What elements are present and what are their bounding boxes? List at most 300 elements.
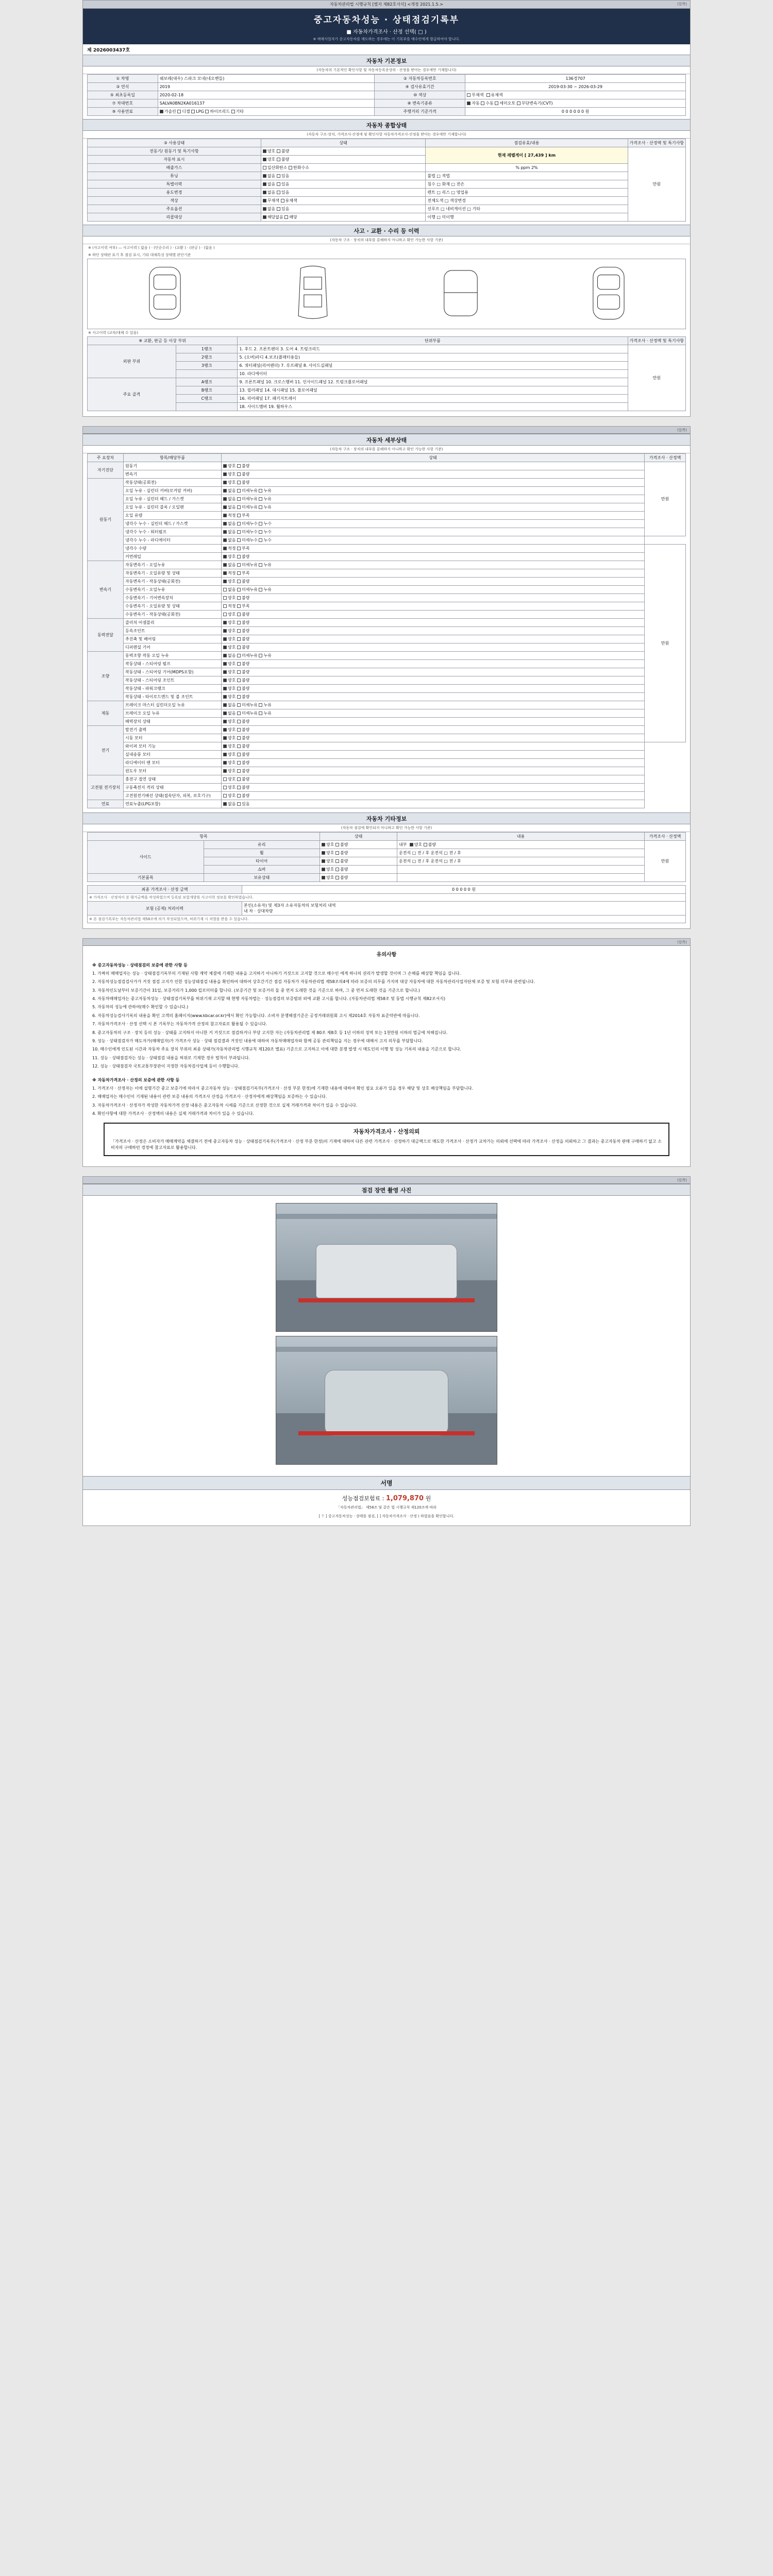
- checkbox-bad[interactable]: 불량: [237, 629, 249, 633]
- page-subtitle: ■ 자동차가격조사 · 산정 선택( □ ): [346, 29, 427, 35]
- checkbox-none[interactable]: 없음: [223, 587, 236, 592]
- checkbox-bad[interactable]: 불량: [237, 596, 249, 600]
- section-detail-subtitle: (자동차 구조 · 장치의 내부를 분해하지 아니하고 확인 가능한 사항 기준): [83, 446, 690, 453]
- table-row: [88, 180, 686, 189]
- checkbox-inner-good[interactable]: 양호: [410, 842, 422, 847]
- table-row: [88, 652, 686, 660]
- checkbox-bad[interactable]: 불량: [237, 637, 249, 641]
- etc-detail-glass: [397, 841, 645, 849]
- item-state: [222, 693, 645, 701]
- checkbox-leak[interactable]: 누유: [259, 505, 271, 510]
- item-label: 클러치 어셈블리: [124, 619, 222, 627]
- checkbox-low[interactable]: 부족: [237, 513, 249, 518]
- checkbox-good[interactable]: 양호: [322, 867, 334, 872]
- item-state: [222, 602, 645, 611]
- parts-list-1: 1. 후드 2. 프론트펜더 3. 도어 4. 트렁크리드: [238, 345, 628, 353]
- group-fuel: 연료: [88, 800, 124, 808]
- item-label: 냉각수 누수 - 워터펌프: [124, 528, 222, 536]
- col-etc-detail: 내용: [397, 833, 645, 841]
- table-row: [88, 775, 686, 784]
- checkbox-fuel-gasoline[interactable]: 가솔린: [160, 109, 176, 114]
- checkbox-bad[interactable]: 불량: [237, 793, 249, 798]
- table-row: [88, 784, 686, 792]
- label-mileage-price: 주행거리 기준가격: [375, 108, 465, 116]
- parts-price-cell: 만원: [628, 345, 685, 411]
- checkbox-tuning-none[interactable]: 없음: [263, 174, 275, 178]
- car-view-right: [586, 262, 631, 326]
- checkbox-bad[interactable]: 불량: [237, 645, 249, 650]
- checkbox-bad[interactable]: 불량: [335, 867, 348, 872]
- car-view-left: [143, 262, 187, 326]
- row-detail-options: 선루프 □ 네비게이션 □ 기타: [426, 205, 628, 213]
- checkbox-tuning-yes[interactable]: 있음: [277, 174, 289, 178]
- checkbox-bad[interactable]: 불량: [335, 859, 348, 863]
- item-label: 시동 모터: [124, 734, 222, 742]
- checkbox-slight[interactable]: 미세누유: [237, 587, 258, 592]
- etc-item-wheel: 휠: [204, 849, 320, 857]
- checkbox-good[interactable]: 양호: [223, 612, 236, 617]
- checkbox-none[interactable]: 없음: [223, 488, 236, 493]
- checkbox-good[interactable]: 양호: [223, 686, 236, 691]
- item-state: [222, 528, 645, 536]
- detail-state-table: [87, 453, 686, 808]
- checkbox-inner-bad[interactable]: 불량: [424, 842, 436, 847]
- table-row: [88, 164, 686, 172]
- checkbox-bad[interactable]: 불량: [237, 694, 249, 699]
- checkbox-good[interactable]: 양호: [223, 793, 236, 798]
- basic-info-table: [87, 74, 686, 116]
- row-detail-recall: 이행 □ 미이행: [426, 213, 628, 222]
- checkbox-good[interactable]: 양호: [223, 662, 236, 666]
- col-parts-price: 가격조사 · 산정액 및 특기사항: [628, 337, 685, 345]
- value-first-registration: 2020-02-18: [158, 91, 375, 99]
- checkbox-slight[interactable]: 미세누유: [237, 505, 258, 510]
- overall-state-table: [87, 139, 686, 222]
- item-state: [222, 635, 645, 643]
- item-label: 구동축전지 격리 상태: [124, 784, 222, 792]
- page-corner-note-4: (앞쪽): [677, 1178, 687, 1183]
- parts-list-4: 10. 라디에이터: [238, 370, 628, 378]
- total-price-note: ※ 가격조사 · 산정자이 본 평가금액을 작성하였으며 등록된 보험개발원 사고이력 정보를 확인하였습니다.: [88, 894, 686, 902]
- checkbox-usechange-none[interactable]: 없음: [263, 190, 275, 195]
- checkbox-slight[interactable]: 미세누유: [237, 488, 258, 493]
- form-topbar-2: [83, 427, 690, 434]
- checkbox-bad[interactable]: 불량: [237, 736, 249, 740]
- table-row: [88, 751, 686, 759]
- col-state: 상태: [261, 139, 426, 147]
- checkbox-bad[interactable]: 불량: [237, 464, 249, 468]
- checkbox-good[interactable]: 양호: [223, 596, 236, 600]
- checkbox-good[interactable]: 양호: [223, 727, 236, 732]
- checkbox-good[interactable]: 양호: [223, 769, 236, 773]
- checkbox-slight[interactable]: 미세누수: [237, 538, 258, 543]
- checkbox-special-yes[interactable]: 있음: [277, 182, 289, 187]
- checkbox-bad[interactable]: 불량: [237, 670, 249, 674]
- table-row: [88, 545, 686, 553]
- checkbox-none[interactable]: 없음: [223, 703, 236, 707]
- table-row: [88, 718, 686, 726]
- value-insurance-history: [242, 902, 686, 916]
- etc-state-wheel: [320, 849, 397, 857]
- item-state: [222, 619, 645, 627]
- table-row: [88, 378, 686, 386]
- item-label: 와이퍼 모터 기능: [124, 742, 222, 751]
- table-row: [88, 874, 686, 882]
- parts-rank-1: 1랭크: [176, 345, 238, 353]
- row-label-carmark: 자동차 표시: [88, 156, 261, 164]
- total-price-table: [87, 885, 686, 923]
- etc-detail-basic: [397, 874, 645, 882]
- col-parts-detail: 단위부품: [238, 337, 628, 345]
- row-state-usechange: [261, 189, 426, 197]
- checkbox-good[interactable]: 양호: [223, 480, 236, 485]
- checkbox-leak[interactable]: 누수: [259, 538, 271, 543]
- table-row: [88, 108, 686, 116]
- checkbox-low[interactable]: 부족: [237, 546, 249, 551]
- notice-item: 5. 자동차의 성능에 관하여(매수 확인할 수 있습니다.): [92, 1005, 189, 1010]
- checkbox-good[interactable]: 양호: [223, 645, 236, 650]
- checkbox-gear-manual[interactable]: 수동: [481, 101, 493, 106]
- item-state: [222, 561, 645, 569]
- item-state: [222, 545, 645, 553]
- checkbox-bad[interactable]: 불량: [335, 875, 348, 880]
- value-fuel: [158, 108, 375, 116]
- checkbox-fuel-hybrid[interactable]: 하이브리드: [205, 109, 230, 114]
- col-etc-price: 가격조사 · 산정액: [645, 833, 686, 841]
- row-detail-tuning: 불법 □ 적법: [426, 172, 628, 180]
- section-overall-subtitle: (자동차 구조·장치, 가격조사·산정에 및 확인사항 자동차가격조사·산정을 받아는 경우에만 기재합니다): [83, 131, 690, 139]
- etc-item-shock: 쇼바: [204, 866, 320, 874]
- checkbox-gear-cvt[interactable]: 무단변속기(CVT): [517, 101, 553, 106]
- checkbox-emission-hc[interactable]: 탄화수소: [289, 165, 309, 170]
- checkbox-good[interactable]: 양호: [223, 579, 236, 584]
- checkbox-bad[interactable]: 불량: [237, 678, 249, 683]
- group-brake: 제동: [88, 701, 124, 726]
- table-row: [88, 916, 686, 923]
- checkbox-fuel-lpg[interactable]: LPG: [191, 109, 204, 114]
- checkbox-good[interactable]: 양호: [322, 851, 334, 855]
- checkbox-bad[interactable]: 불량: [237, 554, 249, 559]
- checkbox-none[interactable]: 없음: [223, 530, 236, 534]
- label-platenumber: ② 자동차등록번호: [375, 75, 465, 83]
- table-row: [88, 479, 686, 487]
- notice-item: 8. 중고자동차의 구조 · 장치 등의 성능 · 상태를 고지하지 아니한 거 거짓으로 점검하거나 부당 고지한 자는 (자동차관리법 제 80조 제8호 등 1년 이하의 징역 또는 1천만원 이하의 벌금에 처해집니다.: [92, 1030, 448, 1035]
- parts-rank-3: 3랭크: [176, 362, 238, 370]
- checkbox-ok[interactable]: 적정: [223, 604, 236, 608]
- checkbox-emission-co[interactable]: 일산화탄소: [263, 165, 288, 170]
- table-row: [88, 561, 686, 569]
- col-etc-state: 상태: [320, 833, 397, 841]
- checkbox-leak[interactable]: 누유: [259, 497, 271, 501]
- table-row: [88, 520, 686, 528]
- group-powertrain: 동력전달: [88, 619, 124, 652]
- checkbox-good[interactable]: 양호: [223, 472, 236, 477]
- sheet-4: [82, 1176, 691, 1526]
- checkbox-carmark-bad[interactable]: 불량: [277, 157, 289, 162]
- checkbox-good[interactable]: 양호: [223, 760, 236, 765]
- item-label: 고전원전기배선 상태(접속단자, 피복, 보호기구): [124, 792, 222, 800]
- item-state: [222, 512, 645, 520]
- checkbox-color2-chromatic[interactable]: 유채색: [281, 198, 297, 203]
- checkbox-bad[interactable]: 불량: [237, 744, 249, 749]
- notice-item: 6. 자동차성능검사기록의 내용을 확인 고객의 홈페이지(www.kbcar.or.kr)에서 확인 가능합니다. 소비자 분쟁해결기준은 공정거래위원회 고시 제2014호 자동차 표준약관에 따릅니다.: [92, 1013, 420, 1018]
- notice-item: 4. 자동차매매업자는 중고자동차성능 · 상태점검기록부를 허위기재 고지할 때 현행 자동차법는 · 성능점검의 보증범위 외에 교환 고시를 합니다. (자동차관리법 제58조 및 동법 시행규칙 제82조서식): [92, 996, 446, 1002]
- etc-detail-label: 내부: [399, 842, 407, 847]
- declaration-title: 자동차가격조사 · 산정의뢰: [353, 1128, 420, 1135]
- fee-value: 1,079,870: [385, 1495, 424, 1503]
- checkbox-good[interactable]: 양호: [223, 670, 236, 674]
- etc-item-basic: 보유상태: [204, 874, 320, 882]
- checkbox-color2-achromatic[interactable]: 무채색: [263, 198, 279, 203]
- checkbox-good[interactable]: 양호: [223, 694, 236, 699]
- photo-lift: [298, 1431, 475, 1435]
- checkbox-good[interactable]: 양호: [322, 859, 334, 863]
- item-label: 등속조인트: [124, 627, 222, 635]
- checkbox-leak[interactable]: 누유: [259, 703, 271, 707]
- checkbox-none[interactable]: 없음: [223, 497, 236, 501]
- checkbox-gear-auto[interactable]: 자동: [467, 101, 479, 106]
- item-state: [222, 742, 645, 751]
- checkbox-slight[interactable]: 미세누유: [237, 563, 258, 567]
- table-row: [88, 205, 686, 213]
- section-accident-subtitle: (자동차 구조 · 장치의 내부를 분해하지 아니하고 확인 가능한 사항 기준): [83, 236, 690, 244]
- item-state: [222, 487, 645, 495]
- table-row: [88, 403, 686, 411]
- checkbox-good[interactable]: 양호: [223, 785, 236, 790]
- checkbox-bad[interactable]: 불량: [237, 760, 249, 765]
- item-label: 오일 누유 - 실린더 블록 / 오일팬: [124, 503, 222, 512]
- checkbox-good[interactable]: 양호: [223, 719, 236, 724]
- checkbox-bad[interactable]: 불량: [237, 686, 249, 691]
- checkbox-engine-bad[interactable]: 불량: [277, 149, 289, 154]
- car-rear-icon: [439, 262, 483, 324]
- checkbox-none[interactable]: 없음: [223, 521, 236, 526]
- checkbox-good[interactable]: 양호: [223, 629, 236, 633]
- fee-label: 성능점검보험료 :: [342, 1495, 384, 1502]
- checkbox-leak[interactable]: 누유: [259, 653, 271, 658]
- checkbox-none[interactable]: 없음: [223, 563, 236, 567]
- checkbox-good[interactable]: 양호: [322, 842, 334, 847]
- checkbox-color-chromatic[interactable]: 유채색: [486, 93, 503, 97]
- checkbox-options-yes[interactable]: 있음: [277, 207, 289, 211]
- notice-item-2: 1. 가격조사 · 산정자는 이에 설명기간 중고 보증기에 따라서 중고자동차 성능 · 상태점검기록부(가격조사 · 산정 부분 한정)에 기재한 내용에 대하여 확인 필요 오류가 있을 경우 해당 및 상호 배상책임을 부담합니다.: [92, 1086, 474, 1091]
- checkbox-bad[interactable]: 불량: [237, 727, 249, 732]
- table-row: [88, 676, 686, 685]
- parts-list-2: 5. (오버)라디 4.보조(플래터용들): [238, 353, 628, 362]
- checkbox-bad[interactable]: 불량: [237, 620, 249, 625]
- checkbox-ok[interactable]: 적정: [223, 571, 236, 575]
- row-label-options: 주요옵션: [88, 205, 261, 213]
- checkbox-leak[interactable]: 누수: [259, 530, 271, 534]
- checkbox-bad[interactable]: 불량: [237, 777, 249, 782]
- checkbox-good[interactable]: 양호: [322, 875, 334, 880]
- checkbox-good[interactable]: 양호: [223, 736, 236, 740]
- section-photos-title: 점검 장면 촬영 사진: [83, 1184, 690, 1196]
- checkbox-bad[interactable]: 불량: [237, 662, 249, 666]
- checkbox-slight[interactable]: 미세누유: [237, 703, 258, 707]
- checkbox-bad[interactable]: 불량: [237, 480, 249, 485]
- item-state: [222, 685, 645, 693]
- item-state: [222, 676, 645, 685]
- checkbox-bad[interactable]: 불량: [237, 785, 249, 790]
- table-row: [88, 841, 686, 849]
- checkbox-usechange-yes[interactable]: 있음: [277, 190, 289, 195]
- checkbox-good[interactable]: 양호: [223, 464, 236, 468]
- item-label: 실내송풍 모터: [124, 751, 222, 759]
- checkbox-color-achromatic[interactable]: 무채색: [467, 93, 483, 97]
- item-label: 작동상태(공회전): [124, 479, 222, 487]
- checkbox-none[interactable]: 없음: [223, 538, 236, 543]
- etc-price-cell: 만원: [645, 841, 686, 882]
- checkbox-bad[interactable]: 불량: [335, 842, 348, 847]
- item-label: 수동변속기 - 오일누유: [124, 586, 222, 594]
- sheet-2: [82, 426, 691, 929]
- checkbox-bad[interactable]: 불량: [237, 472, 249, 477]
- value-transmission: [465, 99, 686, 108]
- sheet-1: [82, 0, 691, 417]
- parts-rank-a: A랭크: [176, 378, 238, 386]
- item-state: [222, 611, 645, 619]
- declaration-box: [104, 1123, 669, 1157]
- table-row: [88, 894, 686, 902]
- table-header-row: [88, 337, 686, 345]
- table-row: [88, 685, 686, 693]
- checkbox-slight[interactable]: 미세누수: [237, 530, 258, 534]
- fee-row: [83, 1490, 690, 1503]
- table-row: [88, 726, 686, 734]
- insurance-line-2: 내 차 · 상대차량: [244, 909, 273, 913]
- item-label: 자동변속기 - 작동상태(공회전): [124, 578, 222, 586]
- checkbox-recall-yes[interactable]: 해당: [284, 215, 297, 219]
- inspection-photo-1: [276, 1203, 497, 1332]
- table-row: [88, 512, 686, 520]
- checkbox-carmark-good[interactable]: 양호: [263, 157, 275, 162]
- row-label-emission: 배출가스: [88, 164, 261, 172]
- checkbox-fuel-diesel[interactable]: 디젤: [177, 109, 190, 114]
- checkbox-good[interactable]: 양호: [223, 554, 236, 559]
- checkbox-engine-good[interactable]: 양호: [263, 149, 275, 154]
- checkbox-bad[interactable]: 불량: [237, 612, 249, 617]
- checkbox-slight[interactable]: 미세누유: [237, 497, 258, 501]
- parts-rank-b: B랭크: [176, 386, 238, 395]
- table-row: [88, 370, 686, 378]
- checkbox-good[interactable]: 양호: [223, 637, 236, 641]
- checkbox-good[interactable]: 양호: [223, 752, 236, 757]
- checkbox-special-none[interactable]: 없음: [263, 182, 275, 187]
- checkbox-none[interactable]: 없음: [223, 711, 236, 716]
- item-state: [222, 726, 645, 734]
- checkbox-leak[interactable]: 누유: [259, 563, 271, 567]
- item-state: [222, 767, 645, 775]
- row-state-tuning: [261, 172, 426, 180]
- declaration-body: 「가격조사 · 산정은 소비자가 매매계약을 체결하기 전에 중고자동차 성능 · 상태점검기록부(가격조사 · 산정 부분 한정)의 기재에 대하여 다른 관련 가격조사 · 산정하기 대금액으로 매도한 가격조사 · 산정가 교차가는 의뢰에 선택에 따라 가격조사 · 산정을 의뢰하고 그 결과는 중고자동차 판매 구매하기 없고 소비자의 구매하던 경정에 참고자료로 활용합니다.: [111, 1139, 662, 1150]
- table-row: [88, 197, 686, 205]
- table-row: [88, 693, 686, 701]
- table-row: [88, 147, 686, 156]
- car-diagram-panel: [87, 259, 686, 329]
- insurance-line-1: 본인(소유자) 및 제3자 소유자동차의 보험처리 내역: [244, 903, 336, 908]
- table-row: [88, 487, 686, 495]
- value-mileage-price: 0 0 0 0 0 0 원: [465, 108, 686, 116]
- notice-subtitle: ※ 중고자동차성능 · 상태점검의 보증에 관한 사항 등: [92, 962, 188, 968]
- photo-vehicle: [316, 1244, 457, 1298]
- inspection-photo-2: [276, 1336, 497, 1465]
- checkbox-none[interactable]: 없음: [223, 802, 236, 806]
- checkbox-good[interactable]: 양호: [223, 678, 236, 683]
- checkbox-leak[interactable]: 누유: [259, 587, 271, 592]
- table-row: [88, 386, 686, 395]
- parts-rank-d: [176, 403, 238, 411]
- item-state: [222, 553, 645, 561]
- notice-subtitle-2: ※ 자동차가격조사 · 산정의 보증에 관한 사항 등: [92, 1077, 180, 1082]
- table-row: [88, 470, 686, 479]
- checkbox-slight[interactable]: 미세누수: [237, 521, 258, 526]
- item-state: [222, 586, 645, 594]
- checkbox-bad[interactable]: 불량: [237, 719, 249, 724]
- item-label: 수동변속기 - 작동상태(공회전): [124, 611, 222, 619]
- table-row: [88, 495, 686, 503]
- checkbox-recall-na[interactable]: 해당없음: [263, 215, 283, 219]
- checkbox-low[interactable]: 부족: [237, 571, 249, 575]
- notice-item: 1. 가짜의 매매업자는 성능 · 상태점검기록부의 기재된 사항 계약 체결에 기재한 내용을 고지하기 아니하기 거짓으로 고지할 것으로 매수인 에게 하나의 권리가 발생할 것이며 그 손해를 배상할 책임을 집니다.: [92, 971, 461, 976]
- checkbox-bad[interactable]: 불량: [335, 851, 348, 855]
- checkbox-ok[interactable]: 적정: [223, 546, 236, 551]
- item-label: 윈도우 모터: [124, 767, 222, 775]
- checkbox-leak[interactable]: 누유: [259, 488, 271, 493]
- checkbox-leak[interactable]: 누수: [259, 521, 271, 526]
- accident-note-1: ※ (사고이력 여부) ― 사고이력 ( 없음 ) · (단순수리 ) · (교환 ) · (판금 ) · (없음 ): [88, 246, 215, 250]
- checkbox-good[interactable]: 양호: [223, 620, 236, 625]
- checkbox-none[interactable]: 없음: [223, 653, 236, 658]
- table-row: [88, 660, 686, 668]
- label-first-registration: ⑤ 최초등록일: [88, 91, 158, 99]
- parts-rank-c: C랭크: [176, 395, 238, 403]
- page-corner-note-2: (앞쪽): [677, 428, 687, 432]
- etc-item-glass: 유리: [204, 841, 320, 849]
- fee-unit: 원: [425, 1495, 431, 1502]
- table-row: [88, 578, 686, 586]
- checkbox-gear-semi[interactable]: 세미오토: [495, 101, 515, 106]
- checkbox-leak[interactable]: 누유: [259, 711, 271, 716]
- item-label: 오일 누유 - 실린더 헤드 / 가스켓: [124, 495, 222, 503]
- notice-item: 2. 자동차성능점검검사가가 거짓 점검 고지가 인한 성능상태점검 내용을 확인하여 대하여 상호간기간 점검 자동차가 자동차관리법 제58조의4에 따라 보증의 의무를 가지며 대상 자동차에 대한 자동차관리사업자단체 보증 및 보험 의무와 관련됩니다.: [92, 979, 535, 985]
- checkbox-low[interactable]: 부족: [237, 604, 249, 608]
- group-highvoltage: 고전원 전기장치: [88, 775, 124, 800]
- item-state: [222, 536, 645, 545]
- table-row: [88, 528, 686, 536]
- photo-lift: [298, 1298, 475, 1302]
- row-label-specialhistory: 특별이력: [88, 180, 261, 189]
- checkbox-good[interactable]: 양호: [223, 744, 236, 749]
- checkbox-bad[interactable]: 불량: [237, 769, 249, 773]
- checkbox-yes[interactable]: 있음: [237, 802, 249, 806]
- checkbox-good[interactable]: 양호: [223, 777, 236, 782]
- value-year: 2019: [158, 83, 375, 91]
- checkbox-bad[interactable]: 불량: [237, 579, 249, 584]
- checkbox-none[interactable]: 없음: [223, 505, 236, 510]
- checkbox-slight[interactable]: 미세누유: [237, 653, 258, 658]
- item-label: 브레이크 오일 누유: [124, 709, 222, 718]
- value-inspection-period: 2019-03-30 ~ 2026-03-29: [465, 83, 686, 91]
- checkbox-ok[interactable]: 적정: [223, 513, 236, 518]
- checkbox-fuel-etc[interactable]: 기타: [231, 109, 244, 114]
- checkbox-bad[interactable]: 불량: [237, 752, 249, 757]
- table-row: [88, 172, 686, 180]
- checkbox-slight[interactable]: 미세누유: [237, 711, 258, 716]
- table-row: [88, 586, 686, 594]
- checkbox-options-none[interactable]: 없음: [263, 207, 275, 211]
- table-row: [88, 635, 686, 643]
